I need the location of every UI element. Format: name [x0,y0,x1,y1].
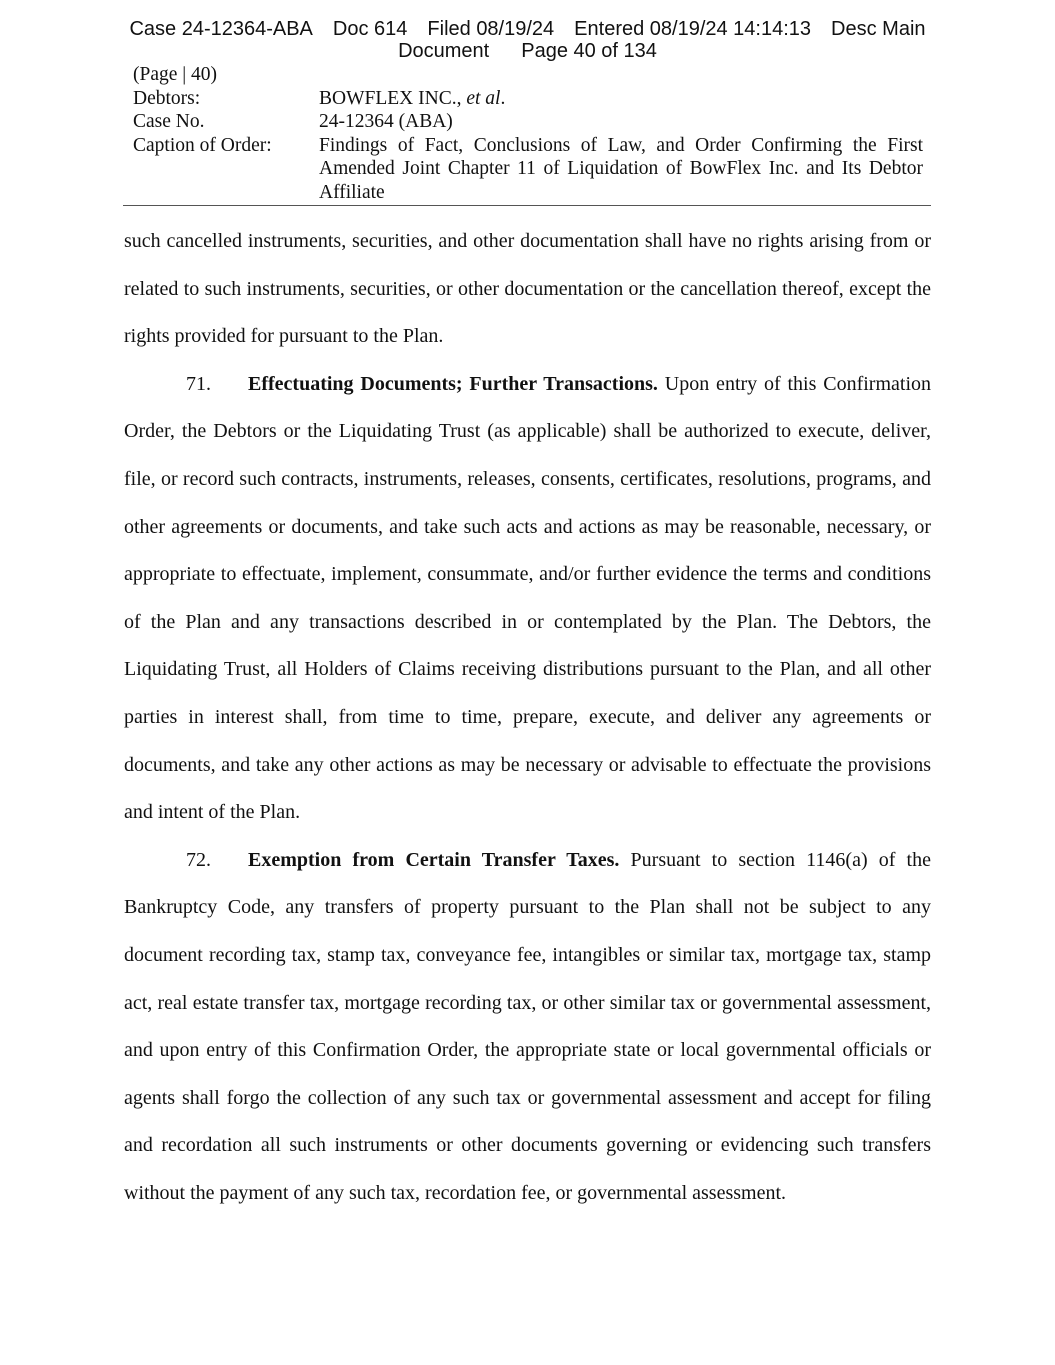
continuation-paragraph: such cancelled instruments, securities, and other documentation shall have no rights arising from or related to such instruments, securities, or other documentation or the cancellation thereof, except the rights provided for pursuant to the Plan. [124,230,931,348]
paragraph-72-heading: Exemption from Certain Transfer Taxes. [248,848,620,871]
caption-order-label: Caption of Order: [133,134,272,156]
caption-page-row [133,63,923,87]
document-body [124,218,931,1217]
stamp-line-1 [0,18,1055,40]
debtors-et-al: et al [466,87,501,109]
stamp-document: Document [398,40,490,62]
caption-debtors-row [133,87,923,111]
debtors-period: . [500,87,506,109]
paragraph-72 [124,837,931,1218]
stamp-doc-number: Doc 614 [332,18,408,40]
caption-case-value: 24-12364 (ABA) [319,111,453,132]
paragraph-71-heading: Effectuating Documents; Further Transactions. [248,372,658,395]
stamp-entered-date: Entered 08/19/24 14:14:13 [574,18,812,40]
court-filing-stamp [0,18,1055,62]
stamp-case-number: Case 24-12364-ABA [129,18,313,40]
caption-order-value: Findings of Fact, Conclusions of Law, and Order Confirming the First Amended Joint Chapter 11 of Liquidation of BowFlex Inc. and Its Debtor Affiliate [319,134,923,203]
order-caption [133,63,923,204]
paragraph-71-number: 71. [186,372,211,395]
stamp-page-number: Page 40 of 134 [521,40,657,62]
paragraph-71 [124,361,931,837]
caption-case-row [133,110,923,134]
stamp-desc: Desc Main [831,18,926,40]
caption-case-label: Case No. [133,111,205,132]
paragraph-72-number: 72. [186,848,211,871]
stamp-line-2 [0,40,1055,62]
debtors-name: BOWFLEX INC., [319,87,467,109]
caption-debtors-value [319,87,923,111]
paragraph-71-text: Upon entry of this Confirmation Order, the Debtors or the Liquidating Trust (as applicable) shall be authorized to execute, deliver, file, or record such contracts, instruments, releases, consents, certificates, resolutions, programs, and other agreements or documents, and take such acts and actions as may be reasonable, necessary, or appropriate to effectuate, implement, consummate, and/or further evidence the terms and conditions of the Plan and any transactions described in or contemplated by the Plan. The Debtors, the Liquidating Trust, all Holders of Claims receiving distributions pursuant to the Plan, and all other parties in interest shall, from time to time, prepare, execute, and deliver any agreements or documents, and take any other actions as may be necessary or advisable to effectuate the provisions and intent of the Plan. [124,372,931,824]
caption-divider [123,205,931,206]
paragraph-72-text: Pursuant to section 1146(a) of the Bankruptcy Code, any transfers of property pursuant to the Plan shall not be subject to any document recording tax, stamp tax, conveyance fee, intangibles or similar tax, mortgage tax, stamp act, real estate transfer tax, mortgage recording tax, or other similar tax or governmental assessment, and upon entry of this Confirmation Order, the appropriate state or local governmental officials or agents shall forgo the collection of any such tax or governmental assessment and accept for filing and recordation all such instruments or other documents governing or evidencing such transfers without the payment of any such tax, recordation fee, or governmental assessment. [124,848,931,1204]
caption-page-ref: (Page | 40) [133,64,218,85]
caption-order-row [133,134,923,205]
stamp-filed-date: Filed 08/19/24 [427,18,555,40]
caption-debtors-label: Debtors: [133,87,201,109]
